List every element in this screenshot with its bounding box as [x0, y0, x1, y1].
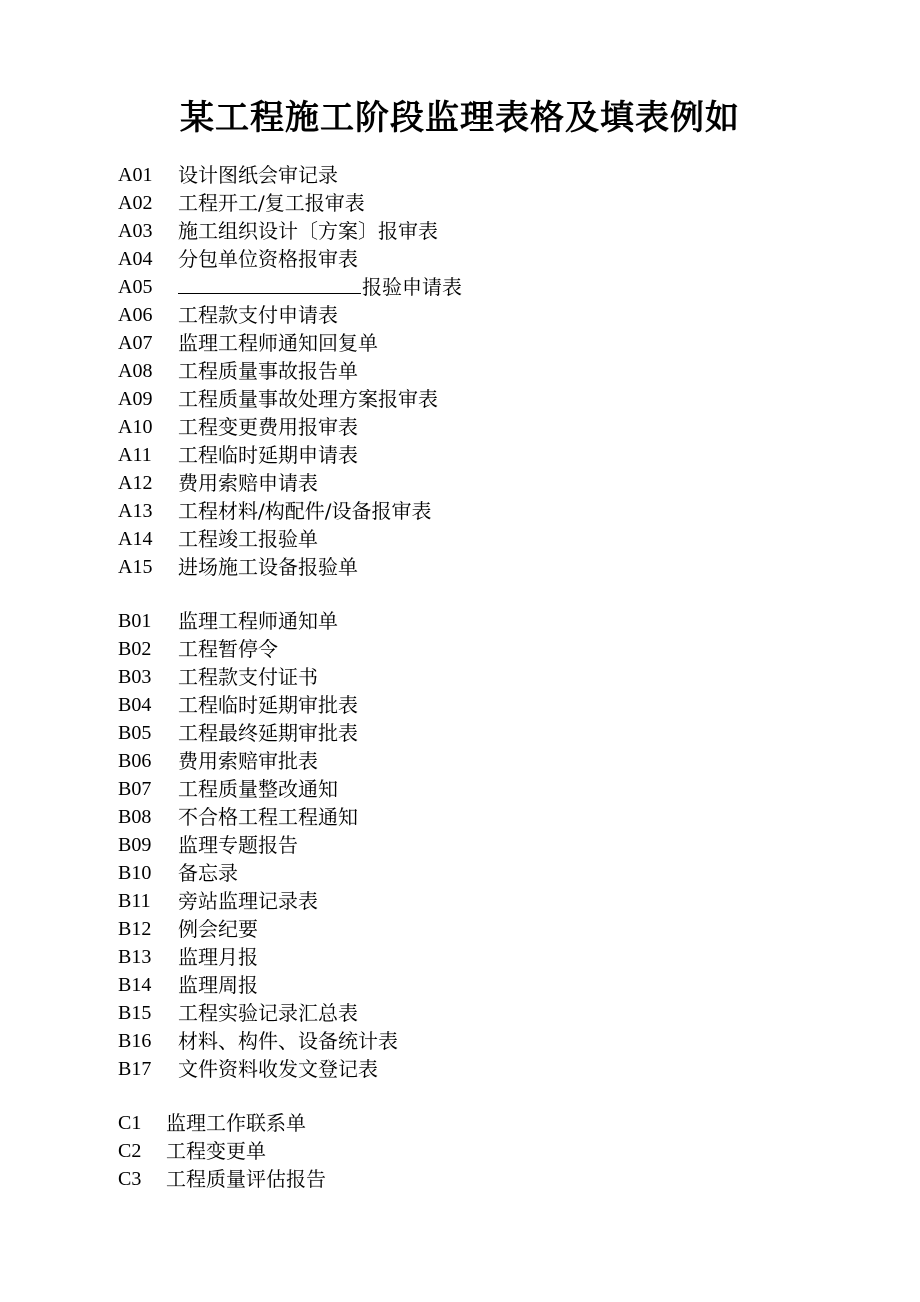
item-code: A08	[118, 360, 153, 382]
item-code: A14	[118, 528, 153, 550]
item-name: 工程临时延期申请表	[178, 443, 358, 467]
item-code: A06	[118, 304, 153, 326]
item-name: 旁站监理记录表	[178, 889, 318, 913]
list-item	[118, 217, 462, 245]
item-code: B03	[118, 666, 152, 688]
item-name: 监理月报	[178, 945, 258, 969]
item-name: 费用索赔审批表	[178, 749, 318, 773]
item-code: A07	[118, 332, 153, 354]
item-name: 工程质量事故报告单	[178, 359, 358, 383]
item-name: 工程变更费用报审表	[178, 415, 358, 439]
list-item	[118, 161, 462, 189]
item-name: 进场施工设备报验单	[178, 555, 358, 579]
list-item	[118, 497, 462, 525]
list-item	[118, 189, 462, 217]
item-name: 监理工程师通知回复单	[178, 331, 378, 355]
section-b-list	[118, 607, 398, 1083]
item-code: A12	[118, 472, 153, 494]
item-name: 工程质量事故处理方案报审表	[178, 387, 438, 411]
list-item	[118, 525, 462, 553]
item-code: B04	[118, 694, 152, 716]
item-name: 监理工程师通知单	[178, 609, 338, 633]
item-name: 工程变更单	[166, 1139, 266, 1163]
item-code: A13	[118, 500, 153, 522]
list-item	[118, 607, 398, 635]
list-item	[118, 1027, 398, 1055]
list-item	[118, 859, 398, 887]
item-code: B12	[118, 918, 152, 940]
item-name: 工程最终延期审批表	[178, 721, 358, 745]
item-name: 例会纪要	[178, 917, 258, 941]
item-code: A05	[118, 276, 153, 298]
item-code: B17	[118, 1058, 152, 1080]
list-item	[118, 553, 462, 581]
item-name: 工程质量评估报告	[166, 1167, 326, 1191]
list-item	[118, 971, 398, 999]
item-code: C2	[118, 1140, 142, 1162]
list-item	[118, 1137, 326, 1165]
item-name: 工程开工/复工报审表	[178, 191, 365, 215]
list-item	[118, 943, 398, 971]
item-name: 工程实验记录汇总表	[178, 1001, 358, 1025]
item-code: C3	[118, 1168, 142, 1190]
item-code: B11	[118, 890, 151, 912]
item-code: A09	[118, 388, 153, 410]
item-code: A15	[118, 556, 153, 578]
item-name: 设计图纸会审记录	[178, 163, 338, 187]
document-title: 某工程施工阶段监理表格及填表例如	[180, 98, 740, 138]
item-code: A03	[118, 220, 153, 242]
section-a-list	[118, 161, 462, 581]
list-item	[118, 1109, 326, 1137]
list-item	[118, 775, 398, 803]
list-item	[118, 357, 462, 385]
item-code: A11	[118, 444, 152, 466]
item-code: A02	[118, 192, 153, 214]
list-item	[118, 413, 462, 441]
item-code: B02	[118, 638, 152, 660]
list-item	[118, 469, 462, 497]
list-item	[118, 245, 462, 273]
item-code: B07	[118, 778, 152, 800]
item-name: 工程材料/构配件/设备报审表	[178, 499, 432, 523]
item-name: 分包单位资格报审表	[178, 247, 358, 271]
list-item	[118, 1055, 398, 1083]
item-code: B01	[118, 610, 152, 632]
list-item	[118, 719, 398, 747]
item-name: 监理专题报告	[178, 833, 298, 857]
list-item	[118, 915, 398, 943]
list-item	[118, 441, 462, 469]
item-name: 工程临时延期审批表	[178, 693, 358, 717]
list-item	[118, 747, 398, 775]
item-name: 工程竣工报验单	[178, 527, 318, 551]
item-name: 工程款支付证书	[178, 665, 318, 689]
list-item	[118, 273, 462, 301]
list-item	[118, 635, 398, 663]
item-code: B08	[118, 806, 152, 828]
item-name: 施工组织设计〔方案〕报审表	[178, 219, 438, 243]
item-code: B15	[118, 1002, 152, 1024]
list-item	[118, 385, 462, 413]
item-code: B09	[118, 834, 152, 856]
item-name: 费用索赔申请表	[178, 471, 318, 495]
item-name: 工程款支付申请表	[178, 303, 338, 327]
list-item	[118, 831, 398, 859]
list-item	[118, 691, 398, 719]
item-name: 监理工作联系单	[166, 1111, 306, 1135]
item-code: A10	[118, 416, 153, 438]
item-code: B13	[118, 946, 152, 968]
item-name: 工程质量整改通知	[178, 777, 338, 801]
item-name: 文件资料收发文登记表	[178, 1057, 378, 1081]
item-code: A01	[118, 164, 153, 186]
list-item	[118, 1165, 326, 1193]
list-item	[118, 663, 398, 691]
section-c-list	[118, 1109, 326, 1193]
item-name: 监理周报	[178, 973, 258, 997]
fill-in-blank-line	[178, 273, 361, 294]
item-code: C1	[118, 1112, 142, 1134]
item-name: 报验申请表	[362, 275, 462, 299]
list-item	[118, 999, 398, 1027]
item-code: B05	[118, 722, 152, 744]
item-code: B10	[118, 862, 152, 884]
item-name: 材料、构件、设备统计表	[178, 1029, 398, 1053]
list-item	[118, 803, 398, 831]
item-name: 工程暂停令	[178, 637, 278, 661]
item-code: B16	[118, 1030, 152, 1052]
item-code: B06	[118, 750, 152, 772]
item-name: 备忘录	[178, 861, 238, 885]
item-code: B14	[118, 974, 152, 996]
item-code: A04	[118, 248, 153, 270]
item-name: 不合格工程工程通知	[178, 805, 358, 829]
list-item	[118, 329, 462, 357]
list-item	[118, 301, 462, 329]
list-item	[118, 887, 398, 915]
